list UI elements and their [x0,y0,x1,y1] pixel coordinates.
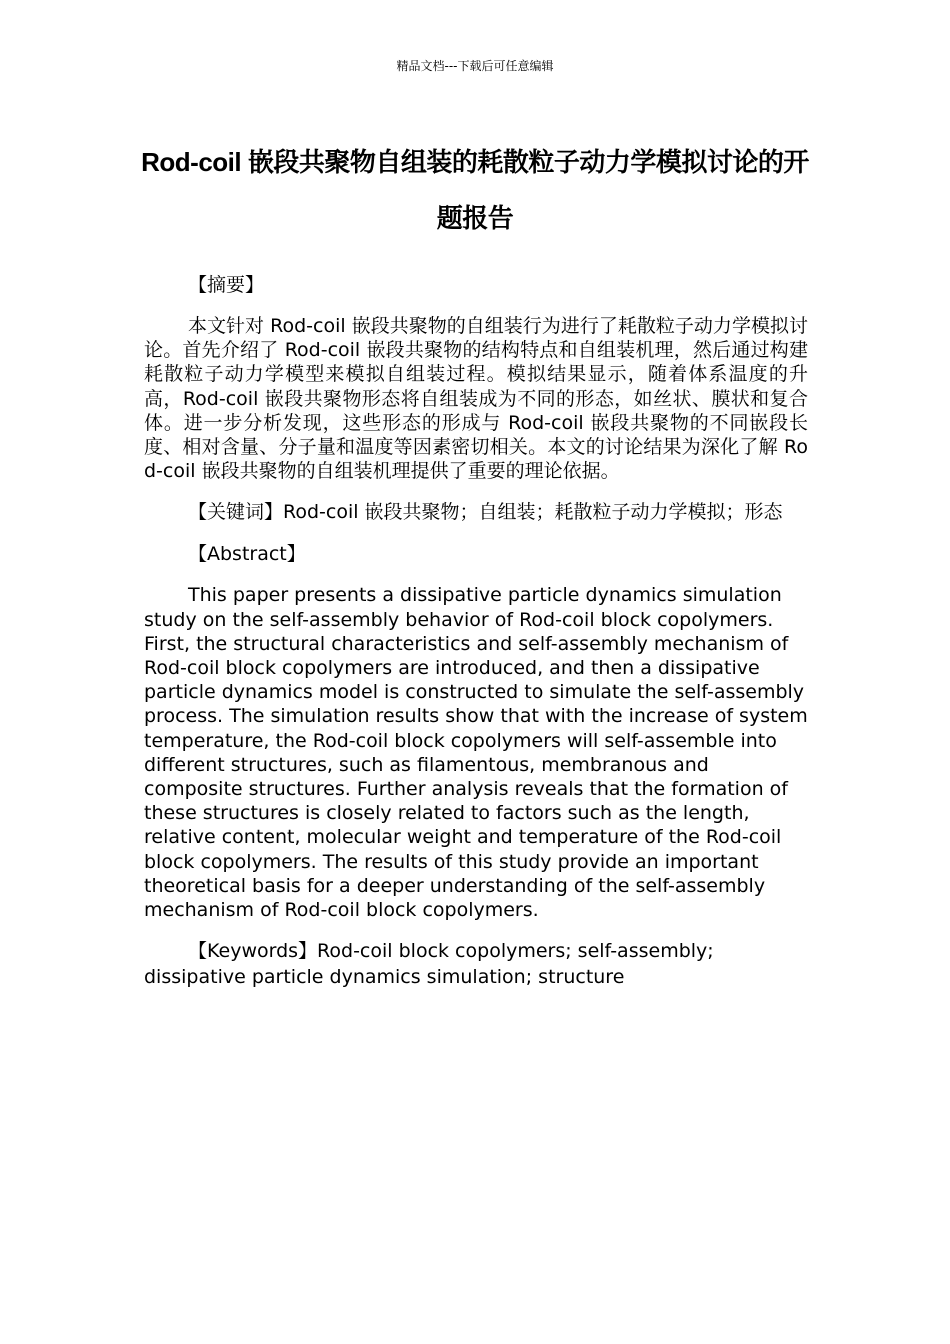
page-header: 精品文档---下载后可任意编辑 [396,59,554,73]
document-title: Rod-coil 嵌段共聚物自组装的耗散粒子动力学模拟讨论的开题报告 [141,147,809,233]
abstract-cn-heading: 【摘要】 [188,274,265,296]
abstract-cn-body: 本文针对 Rod-coil 嵌段共聚物的自组装行为进行了耗散粒子动力学模拟讨论。首先介绍了 Rod-coil 嵌段共聚物的结构特点和自组装机理，然后通过构建耗散粒子动力学模型来模拟自组装过程。模拟结果显示，随着体系温度的升高，Rod-coil 嵌段共聚物形态将自组装成为不同的形态，如丝状、膜状和复合体。进一步分析发现，这些形态的形成与 Rod-coil 嵌段共聚物的不同嵌段长度、相对含量、分子量和温度等因素密切相关。本文的讨论结果为深化了解 Rod-coil 嵌段共聚物的自组装机理提供了重要的理论依据。 [144,315,808,483]
abstract-en-body: This paper presents a dissipative particle dynamics simulation study on the self-assembly behavior of Rod-coil block copolymers. First, the structural characteristics and self-assembly mechanism of Rod-coil block copolymers are introduced, and then a dissipative particle dynamics model is constructed to simulate the self-assembly process. The simulation results show that with the increase of system temperature, the Rod-coil block copolymers will self-assemble into different structures, such as filamentous, membranous and composite structures. Further analysis reveals that the formation of these structures is closely related to factors such as the length, relative content, molecular weight and temperature of the Rod-coil block copolymers. The results of this study provide an important theoretical basis for a deeper understanding of the self-assembly mechanism of Rod-coil block copolymers. [144,584,808,922]
keywords-cn: 【关键词】Rod-coil 嵌段共聚物；自组装；耗散粒子动力学模拟；形态 [188,501,783,524]
abstract-en-heading: 【Abstract】 [188,543,306,566]
document-body [144,272,808,1006]
keywords-en: 【Keywords】Rod-coil block copolymers; self-assembly; dissipative particle dynamics simulation; structure [144,940,714,989]
